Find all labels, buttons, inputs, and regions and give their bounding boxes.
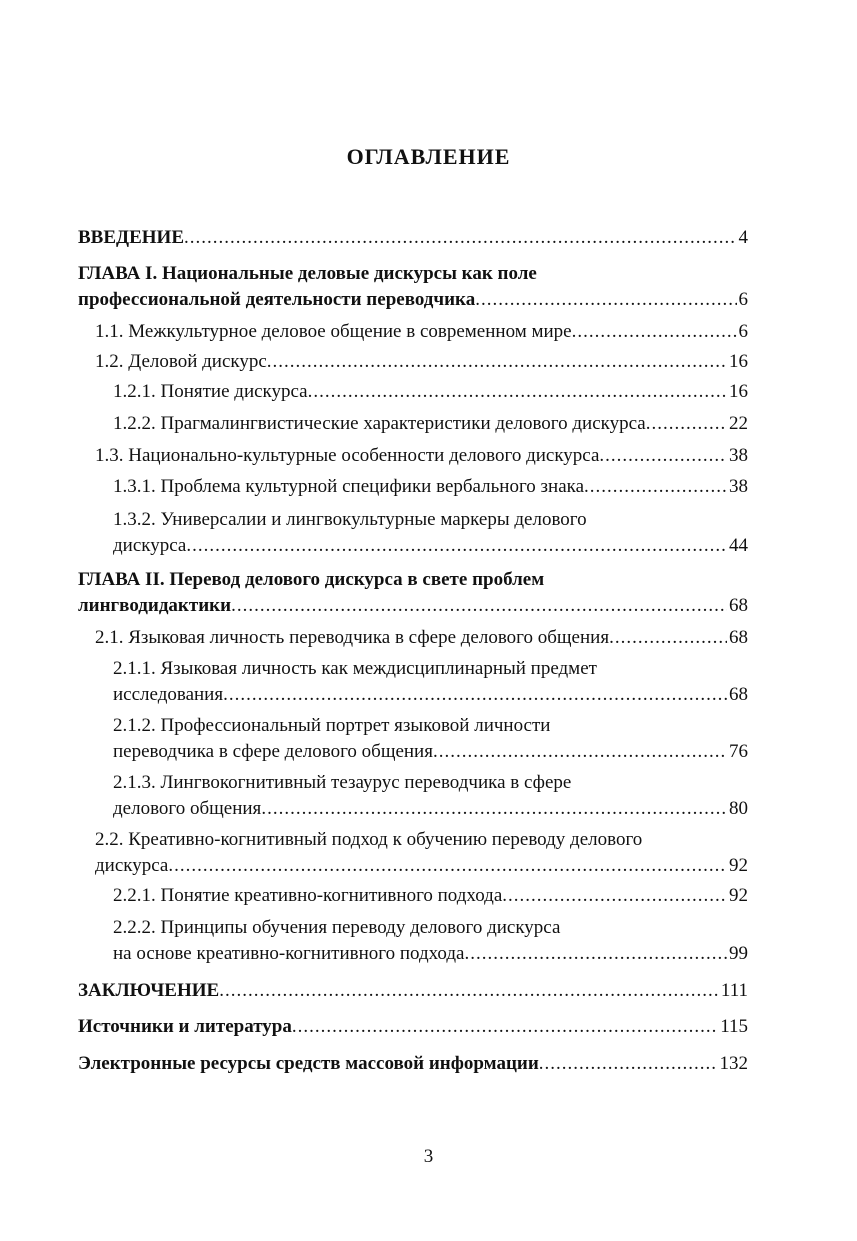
- toc-leader-line: [78, 287, 748, 313]
- toc-entry-title: 1.3.1. Проблема культурной специфики вербального знака: [113, 476, 585, 497]
- toc-leader-line: [78, 1014, 748, 1040]
- toc-entry-text: 2.1.2. Профессиональный портрет языковой личности: [113, 715, 551, 736]
- toc-entry-title: лингводидактики: [78, 595, 232, 616]
- toc-entry[interactable]: [78, 1014, 748, 1040]
- toc-entry-title: 1.1. Межкультурное деловое общение в современном мире: [95, 321, 572, 342]
- dot-leader: [223, 682, 727, 708]
- toc-entry-text: ГЛАВА I. Национальные деловые дискурсы как поле: [78, 263, 537, 284]
- dot-leader: [572, 319, 737, 345]
- toc-page-number: 44: [729, 535, 748, 556]
- toc-entry[interactable]: [95, 319, 748, 345]
- toc-page-number: 16: [729, 351, 748, 372]
- toc-page-number: 22: [729, 413, 748, 434]
- toc-entry-title: 1.2. Деловой дискурс: [95, 351, 267, 372]
- toc-entry[interactable]: [113, 507, 748, 559]
- toc-entry-title: 1.2.2. Прагмалингвистические характеристики делового дискурса: [113, 413, 646, 434]
- toc-page-number: 38: [729, 445, 748, 466]
- toc-entry[interactable]: [113, 379, 748, 405]
- toc-page-number: 111: [720, 980, 748, 1001]
- page-title: ОГЛАВЛЕНИЕ: [346, 144, 511, 169]
- toc-page-number: 4: [738, 227, 748, 248]
- toc-entry-title: ЗАКЛЮЧЕНИЕ: [78, 980, 220, 1001]
- dot-leader: [261, 796, 727, 822]
- toc-entry-title: Электронные ресурсы средств массовой информации: [78, 1053, 539, 1074]
- dot-leader: [502, 883, 727, 909]
- dot-leader: [308, 379, 727, 405]
- dot-leader: [539, 1051, 718, 1077]
- toc-entry[interactable]: [113, 713, 748, 765]
- toc-entry-title: ВВЕДЕНИЕ: [78, 227, 184, 248]
- dot-leader: [219, 978, 719, 1004]
- toc-page-number: 76: [729, 741, 748, 762]
- dot-leader: [646, 411, 727, 437]
- toc-entry-title: дискурса: [95, 855, 169, 876]
- dot-leader: [464, 941, 727, 967]
- toc-entry-title: 2.1. Языковая личность переводчика в сфере делового общения: [95, 627, 610, 648]
- dot-leader: [184, 225, 737, 251]
- toc-leader-line: [78, 1051, 748, 1077]
- toc-entry-title: на основе креативно-когнитивного подхода: [113, 943, 465, 964]
- toc-leader-line: [78, 978, 748, 1004]
- toc-entry[interactable]: [95, 349, 748, 375]
- toc-entry-title: дискурса: [113, 535, 187, 556]
- toc-page-number: 92: [729, 855, 748, 876]
- toc-entry-text: 1.3.2. Универсалии и лингвокультурные маркеры делового: [113, 509, 587, 530]
- toc-page-number: 68: [729, 684, 748, 705]
- toc-leader-line: [113, 739, 748, 765]
- toc-page-number: 99: [729, 943, 748, 964]
- toc-entry[interactable]: [78, 978, 748, 1004]
- toc-entry[interactable]: [78, 225, 748, 251]
- dot-leader: [599, 443, 727, 469]
- toc-entry[interactable]: [78, 567, 748, 619]
- toc-leader-line: [113, 474, 748, 500]
- toc-page-number: 68: [729, 595, 748, 616]
- dot-leader: [609, 625, 727, 651]
- toc-entry-text: 2.1.1. Языковая личность как междисциплинарный предмет: [113, 658, 597, 679]
- toc-entry[interactable]: [113, 770, 748, 822]
- dot-leader: [186, 533, 727, 559]
- toc-leader-line: [113, 533, 748, 559]
- toc-entry-title: исследования: [113, 684, 224, 705]
- toc-entry-text: 2.2. Креативно-когнитивный подход к обучению переводу делового: [95, 829, 643, 850]
- toc-leader-line: [95, 443, 748, 469]
- toc-entry[interactable]: [113, 656, 748, 708]
- page-number: 3: [423, 1146, 434, 1167]
- dot-leader: [292, 1014, 718, 1040]
- toc-page-number: 92: [729, 885, 748, 906]
- toc-leader-line: [113, 883, 748, 909]
- toc-leader-line: [78, 593, 748, 619]
- dot-leader: [475, 287, 736, 313]
- toc-page-number: 80: [729, 798, 748, 819]
- toc-entry-text: 2.1.3. Лингвокогнитивный тезаурус переводчика в сфере: [113, 772, 572, 793]
- dot-leader: [267, 349, 727, 375]
- toc-entry-text: 2.2.2. Принципы обучения переводу делового дискурса: [113, 917, 561, 938]
- toc-page-number: 115: [720, 1016, 748, 1037]
- toc-entry-title: 1.3. Национально-культурные особенности делового дискурса: [95, 445, 600, 466]
- toc-leader-line: [95, 625, 748, 651]
- toc-entry[interactable]: [95, 625, 748, 651]
- toc-entry[interactable]: [78, 1051, 748, 1077]
- toc-leader-line: [78, 225, 748, 251]
- toc-page-number: 38: [729, 476, 748, 497]
- toc-entry[interactable]: [95, 443, 748, 469]
- toc-leader-line: [113, 682, 748, 708]
- dot-leader: [231, 593, 727, 619]
- toc-entry-text: ГЛАВА II. Перевод делового дискурса в свете проблем: [78, 569, 545, 590]
- toc-entry-title: 2.2.1. Понятие креативно-когнитивного подхода: [113, 885, 503, 906]
- toc-page-number: 16: [729, 381, 748, 402]
- toc-entry[interactable]: [113, 474, 748, 500]
- toc-entry-title: делового общения: [113, 798, 262, 819]
- toc-entry-title: 1.2.1. Понятие дискурса: [113, 381, 308, 402]
- toc-leader-line: [95, 319, 748, 345]
- toc-entry-title: Источники и литература: [78, 1016, 292, 1037]
- toc-leader-line: [95, 853, 748, 879]
- dot-leader: [433, 739, 727, 765]
- toc-page-number: 68: [729, 627, 748, 648]
- toc-page-number: 6: [738, 321, 748, 342]
- toc-leader-line: [113, 796, 748, 822]
- toc-leader-line: [113, 941, 748, 967]
- toc-page-number: 6: [738, 289, 748, 310]
- dot-leader: [168, 853, 727, 879]
- toc-entry[interactable]: [113, 915, 748, 967]
- dot-leader: [584, 474, 727, 500]
- toc-entry[interactable]: [113, 411, 748, 437]
- toc-entry-title: профессиональной деятельности переводчика: [78, 289, 476, 310]
- toc-entry-title: переводчика в сфере делового общения: [113, 741, 433, 762]
- toc-page-number: 132: [719, 1053, 748, 1074]
- toc-leader-line: [113, 379, 748, 405]
- toc-leader-line: [113, 411, 748, 437]
- toc-leader-line: [95, 349, 748, 375]
- toc-entry[interactable]: [78, 261, 748, 313]
- toc-entry[interactable]: [95, 827, 748, 879]
- toc-entry[interactable]: [113, 883, 748, 909]
